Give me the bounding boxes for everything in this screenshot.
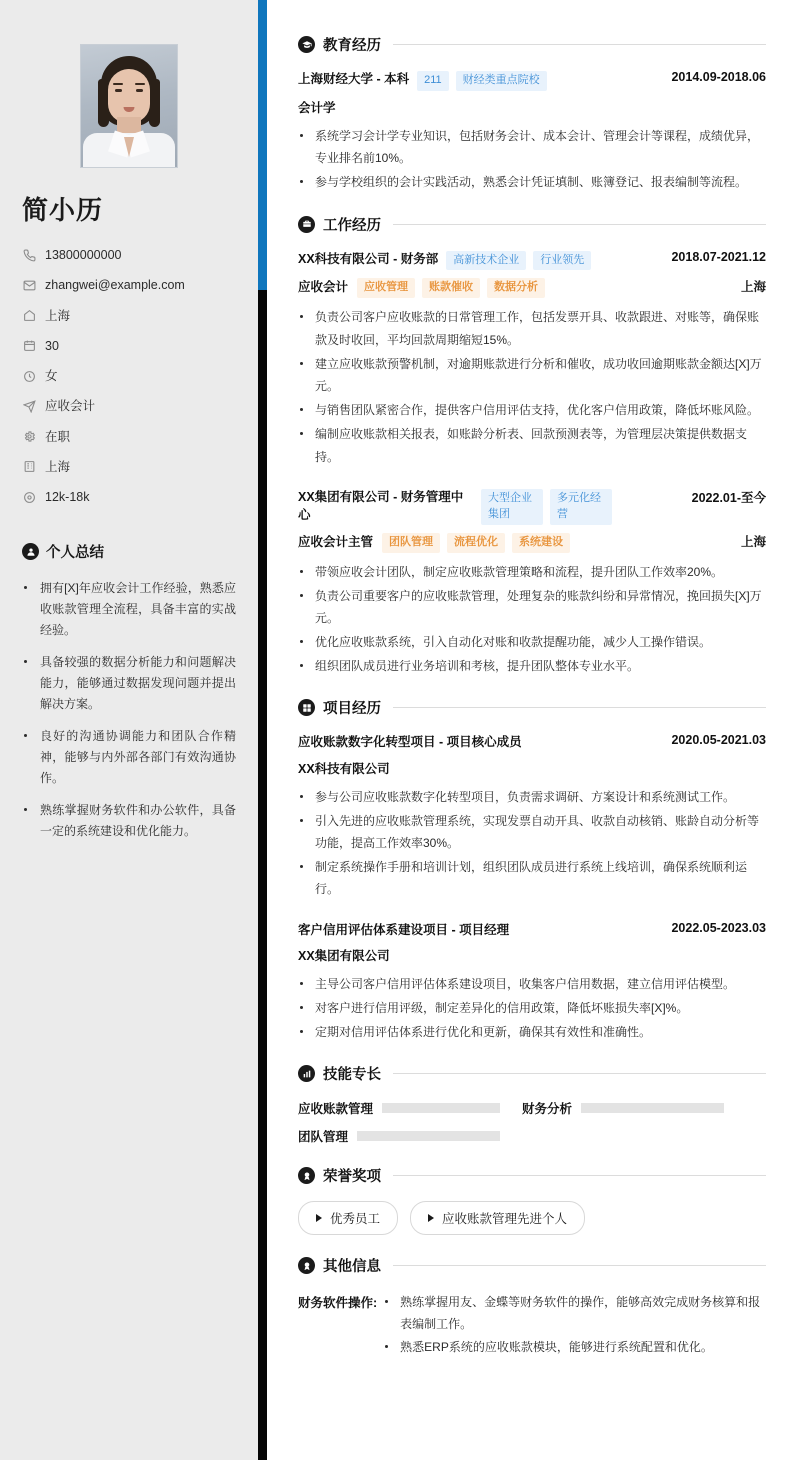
- contact-phone-value: 13800000000: [45, 248, 122, 262]
- project-company: XX科技有限公司: [298, 761, 390, 776]
- mail-icon: [22, 278, 36, 292]
- skill-name: 财务分析: [522, 1102, 573, 1117]
- honor-chip[interactable]: [298, 1201, 398, 1235]
- section-title-skills: 技能专长: [323, 1067, 381, 1084]
- contact-workplace: [22, 459, 236, 475]
- tag: 多元化经营: [550, 489, 612, 525]
- tag: 系统建设: [512, 533, 570, 553]
- company-name: XX科技有限公司 - 财务部: [298, 251, 439, 266]
- avatar-eye-right: [136, 89, 143, 92]
- person-name: 简小历: [22, 195, 104, 225]
- work-role: 应收会计主管: [298, 534, 374, 549]
- bullet: 组织团队成员进行业务培训和考核，提升团队整体专业水平。: [298, 655, 766, 677]
- project-entry-top: [298, 733, 766, 751]
- work-date: 2022.01-至今: [691, 490, 766, 505]
- contact-position: [22, 398, 236, 414]
- honor-label: 优秀员工: [330, 1212, 381, 1227]
- avatar-brow-right: [135, 83, 145, 85]
- skill-name: 应收账款管理: [298, 1102, 374, 1117]
- contact-city-value: 上海: [45, 308, 71, 323]
- contact-status-value: 在职: [45, 429, 71, 444]
- contact-email: [22, 277, 236, 293]
- work-entry-top: [298, 250, 766, 271]
- section-header-other: [298, 1255, 766, 1276]
- contact-gender: [22, 368, 236, 384]
- project-grid-icon: [298, 699, 315, 716]
- section-title-honors: 荣誉奖项: [323, 1169, 381, 1186]
- section-header-skills: [298, 1063, 766, 1084]
- contact-email-value: zhangwei@example.com: [45, 278, 185, 293]
- calendar-icon: [22, 339, 36, 353]
- school-tags: [417, 70, 547, 91]
- project-bullets: [298, 786, 766, 901]
- work-location: 上海: [740, 280, 766, 295]
- work-entry-top: [298, 488, 766, 525]
- honor-chip[interactable]: [410, 1201, 585, 1235]
- skill-name: 团队管理: [298, 1130, 349, 1145]
- project-entry-top: [298, 921, 766, 939]
- bullet: 制定系统操作手册和培训计划，组织团队成员进行系统上线培训，确保系统顺利运行。: [298, 856, 766, 900]
- work-role-row: [298, 277, 766, 298]
- contact-phone: [22, 247, 236, 263]
- section-divider: [393, 1073, 766, 1074]
- section-title-projects: 项目经历: [323, 701, 381, 718]
- work-entry: [298, 488, 766, 678]
- summary-list: [22, 578, 236, 842]
- skill-item: [298, 1127, 500, 1145]
- contact-city: [22, 308, 236, 324]
- building-icon: [22, 460, 36, 474]
- summary-item: 良好的沟通协调能力和团队合作精神，能够与内外部各部门有效沟通协作。: [22, 726, 236, 789]
- skill-track: [382, 1103, 500, 1113]
- bullet: 优化应收账款系统，引入自动化对账和收款提醒功能，减少人工操作错误。: [298, 631, 766, 653]
- gender-icon: [22, 369, 36, 383]
- work-role: 应收会计: [298, 280, 349, 295]
- skill-track: [357, 1131, 500, 1141]
- bullet: 熟悉ERP系统的应收账款模块，能够进行系统配置和优化。: [383, 1336, 766, 1358]
- work-bullets: [298, 306, 766, 467]
- tag: 团队管理: [382, 533, 440, 553]
- gear-icon: [22, 430, 36, 444]
- section-education: [298, 34, 766, 194]
- honor-list: [298, 1201, 766, 1235]
- contact-age: [22, 338, 236, 354]
- accent-stripe: [258, 0, 267, 290]
- avatar-hair-right: [149, 79, 160, 127]
- education-bullets: [298, 125, 766, 194]
- other-info-label: 财务软件操作:: [298, 1296, 378, 1311]
- bullet: 与销售团队紧密合作，提供客户信用评估支持，优化客户信用政策，降低坏账风险。: [298, 399, 766, 421]
- tag: 账款催收: [422, 278, 480, 298]
- contact-position-value: 应收会计: [45, 399, 96, 414]
- skill-list: [298, 1099, 766, 1145]
- tag: 大型企业集团: [481, 489, 543, 525]
- play-triangle-icon: [316, 1214, 322, 1222]
- section-divider: [393, 1265, 766, 1266]
- work-location: 上海: [740, 534, 766, 549]
- avatar-brow-left: [113, 83, 123, 85]
- avatar: [80, 44, 178, 168]
- summary-header: [22, 541, 236, 562]
- contact-status: [22, 429, 236, 445]
- project-entry: [298, 921, 766, 1044]
- chart-bar-icon: [298, 1065, 315, 1082]
- project-name: 应收账款数字化转型项目 - 项目核心成员: [298, 735, 522, 750]
- education-entry-top: [298, 70, 766, 91]
- tag: 行业领先: [533, 251, 591, 271]
- section-header-work: [298, 214, 766, 235]
- avatar-eye-left: [115, 89, 122, 92]
- skill-track: [581, 1103, 724, 1113]
- work-bullets: [298, 561, 766, 678]
- bullet: 对客户进行信用评级，制定差异化的信用政策，降低坏账损失率[X]%。: [298, 997, 766, 1019]
- company-tags: [446, 250, 591, 271]
- tag: 财经类重点院校: [456, 71, 547, 91]
- section-honors: [298, 1165, 766, 1235]
- main-content: [258, 0, 794, 1460]
- section-other: [298, 1255, 766, 1358]
- phone-icon: [22, 248, 36, 262]
- section-header-projects: [298, 697, 766, 718]
- section-title-education: 教育经历: [323, 38, 381, 54]
- briefcase-icon: [298, 216, 315, 233]
- project-bullets: [298, 973, 766, 1044]
- project-date: 2022.05-2023.03: [671, 920, 766, 935]
- bullet: 定期对信用评估体系进行优化和更新，确保其有效性和准确性。: [298, 1021, 766, 1043]
- bullet: 引入先进的应收账款管理系统，实现发票自动开具、收款自动核销、账龄自动分析等功能，提高工作效率30%。: [298, 810, 766, 854]
- bullet: 熟练掌握用友、金蝶等财务软件的操作，能够高效完成财务核算和报表编制工作。: [383, 1291, 766, 1335]
- section-divider: [393, 1175, 766, 1176]
- tag: 流程优化: [447, 533, 505, 553]
- project-date: 2020.05-2021.03: [671, 733, 766, 748]
- info-icon: [298, 1257, 315, 1274]
- bullet: 编制应收账款相关报表，如账龄分析表、回款预测表等，为管理层决策提供数据支持。: [298, 423, 766, 467]
- section-divider: [393, 44, 766, 45]
- section-divider: [393, 224, 766, 225]
- graduation-cap-icon: [298, 36, 315, 53]
- company-tags: [481, 488, 612, 525]
- bullet: 带领应收会计团队，制定应收账款管理策略和流程，提升团队工作效率20%。: [298, 561, 766, 583]
- section-title-work: 工作经历: [323, 217, 381, 234]
- work-role-tags: [382, 532, 570, 553]
- other-info-body: [383, 1291, 766, 1358]
- summary-item: 拥有[X]年应收会计工作经验，熟悉应收账款管理全流程，具备丰富的实战经验。: [22, 578, 236, 641]
- bullet: 负责公司客户应收账款的日常管理工作，包括发票开具、收款跟进、对账等，确保账款及时收回，平均回款周期缩短15%。: [298, 306, 766, 350]
- other-info-row: [298, 1291, 766, 1358]
- award-icon: [298, 1167, 315, 1184]
- person-icon: [22, 543, 39, 560]
- home-icon: [22, 309, 36, 323]
- bullet: 参与公司应收账款数字化转型项目，负责需求调研、方案设计和系统测试工作。: [298, 786, 766, 808]
- education-entry: [298, 70, 766, 194]
- company-name: XX集团有限公司 - 财务管理中心: [298, 489, 464, 522]
- work-role-row: [298, 532, 766, 553]
- skill-item: [522, 1099, 724, 1117]
- contact-salary-value: 12k-18k: [45, 490, 90, 504]
- work-date: 2018.07-2021.12: [671, 249, 766, 264]
- avatar-face: [108, 69, 150, 123]
- bullet: 负责公司重要客户的应收账款管理，处理复杂的账款纠纷和异常情况，挽回损失[X]万元。: [298, 585, 766, 629]
- tag: 应收管理: [357, 278, 415, 298]
- contact-gender-value: 女: [45, 369, 58, 383]
- education-major: 会计学: [298, 100, 336, 115]
- summary-item: 具备较强的数据分析能力和问题解决能力，能够通过数据发现问题并提出解决方案。: [22, 652, 236, 715]
- skill-item: [298, 1099, 500, 1117]
- contact-salary: [22, 489, 236, 505]
- sidebar: [0, 0, 258, 1460]
- honor-label: 应收账款管理先进个人: [442, 1212, 568, 1227]
- section-divider: [393, 707, 766, 708]
- bullet: 建立应收账款预警机制，对逾期账款进行分析和催收，成功收回逾期账款金额达[X]万元。: [298, 353, 766, 397]
- salary-icon: [22, 490, 36, 504]
- section-header-honors: [298, 1165, 766, 1186]
- school-name: 上海财经大学 - 本科: [298, 72, 410, 86]
- summary-item: 熟练掌握财务软件和办公软件，具备一定的系统建设和优化能力。: [22, 800, 236, 842]
- paper-plane-icon: [22, 399, 36, 413]
- section-projects: [298, 697, 766, 1043]
- tag: 数据分析: [487, 278, 545, 298]
- education-date: 2014.09-2018.06: [671, 70, 766, 84]
- section-header-education: [298, 34, 766, 55]
- bullet: 系统学习会计学专业知识，包括财务会计、成本会计、管理会计等课程，成绩优异，专业排名前10%。: [298, 125, 766, 169]
- tag: 211: [417, 71, 449, 91]
- section-title-other: 其他信息: [323, 1259, 381, 1276]
- play-triangle-icon: [428, 1214, 434, 1222]
- contact-list: [22, 247, 236, 505]
- work-entry: [298, 250, 766, 468]
- project-entry: [298, 733, 766, 900]
- section-work: [298, 214, 766, 678]
- bullet: 主导公司客户信用评估体系建设项目，收集客户信用数据，建立信用评估模型。: [298, 973, 766, 995]
- project-name: 客户信用评估体系建设项目 - 项目经理: [298, 922, 510, 937]
- accent-stripe-dark: [258, 290, 267, 1460]
- contact-age-value: 30: [45, 338, 59, 353]
- project-company: XX集团有限公司: [298, 948, 390, 963]
- section-skills: [298, 1063, 766, 1145]
- bullet: 参与学校组织的会计实践活动，熟悉会计凭证填制、账簿登记、报表编制等流程。: [298, 171, 766, 193]
- contact-workplace-value: 上海: [45, 459, 71, 474]
- tag: 高新技术企业: [446, 251, 526, 271]
- summary-title: 个人总结: [46, 545, 104, 562]
- work-role-tags: [357, 277, 545, 298]
